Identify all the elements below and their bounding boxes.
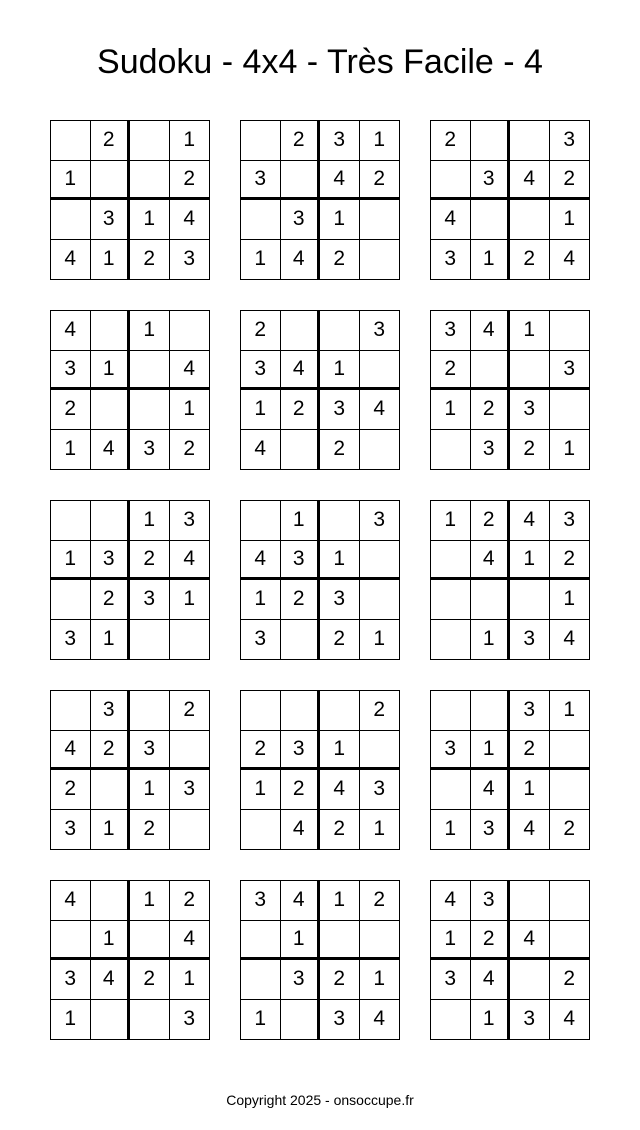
sudoku-cell: 4 [281,351,321,391]
sudoku-cell [241,810,281,850]
sudoku-cell: 3 [241,161,281,201]
sudoku-cell: 2 [51,390,91,430]
sudoku-cell: 2 [130,541,170,581]
sudoku-cell [51,501,91,541]
sudoku-cell [130,351,170,391]
sudoku-puzzle-12 [430,690,590,850]
sudoku-cell [281,1000,321,1040]
sudoku-cell: 1 [51,161,91,201]
sudoku-cell [431,541,471,581]
sudoku-cell: 3 [241,881,281,921]
sudoku-puzzle-5 [240,310,400,470]
sudoku-cell: 1 [510,541,550,581]
sudoku-cell: 2 [360,881,400,921]
sudoku-cell: 2 [320,810,360,850]
sudoku-cell [91,161,131,201]
sudoku-cell [360,200,400,240]
sudoku-cell: 1 [550,200,590,240]
sudoku-cell: 2 [320,430,360,470]
sudoku-cell: 3 [550,121,590,161]
sudoku-cell [550,311,590,351]
sudoku-cell: 3 [360,311,400,351]
sudoku-cell: 1 [281,501,321,541]
sudoku-cell: 4 [510,501,550,541]
sudoku-cell: 3 [471,881,511,921]
sudoku-cell: 1 [170,580,210,620]
sudoku-cell: 3 [130,731,170,771]
sudoku-cell: 4 [170,541,210,581]
sudoku-cell: 2 [431,351,471,391]
sudoku-puzzle-3 [430,120,590,280]
sudoku-cell [510,121,550,161]
sudoku-cell: 4 [51,240,91,280]
sudoku-cell [320,921,360,961]
sudoku-cell: 2 [91,580,131,620]
sudoku-cell: 2 [320,960,360,1000]
sudoku-cell: 2 [550,541,590,581]
sudoku-cell: 3 [510,390,550,430]
sudoku-cell [281,430,321,470]
sudoku-cell [130,390,170,430]
sudoku-cell: 4 [471,770,511,810]
sudoku-cell: 1 [471,620,511,660]
sudoku-cell: 2 [320,240,360,280]
sudoku-cell: 1 [241,240,281,280]
sudoku-cell: 3 [130,580,170,620]
sudoku-cell: 2 [170,881,210,921]
sudoku-cell: 1 [360,960,400,1000]
sudoku-puzzle-9 [430,500,590,660]
sudoku-puzzle-15 [430,880,590,1040]
sudoku-cell: 2 [183,437,196,461]
sudoku-cell: 1 [320,881,360,921]
sudoku-cell: 4 [510,921,550,961]
sudoku-cell [510,881,550,921]
sudoku-cell [360,541,400,581]
sudoku-puzzle-11 [240,690,400,850]
page-title: Sudoku - 4x4 - Très Facile - 4 [97,43,543,81]
sudoku-cell [550,921,590,961]
sudoku-cell [360,580,400,620]
sudoku-cell: 1 [130,501,170,541]
sudoku-cell: 2 [281,580,321,620]
sudoku-cell: 3 [360,501,400,541]
sudoku-cell [550,770,590,810]
sudoku-cell: 4 [51,731,91,771]
sudoku-cell: 1 [130,200,170,240]
sudoku-cell: 4 [563,1007,576,1031]
sudoku-cell: 1 [360,121,400,161]
sudoku-cell: 1 [91,351,131,391]
sudoku-cell [91,311,131,351]
sudoku-cell: 2 [281,770,321,810]
sudoku-cell: 3 [241,351,281,391]
sudoku-cell: 1 [320,541,360,581]
sudoku-cell: 3 [91,691,131,731]
sudoku-cell: 1 [241,770,281,810]
sudoku-cell [241,960,281,1000]
sudoku-cell: 1 [241,390,281,430]
sudoku-cell: 3 [510,691,550,731]
sudoku-cell [360,351,400,391]
sudoku-cell [241,921,281,961]
sudoku-cell: 4 [510,810,550,850]
sudoku-cell: 1 [130,311,170,351]
sudoku-cell: 3 [281,541,321,581]
sudoku-cell: 3 [91,541,131,581]
sudoku-cell: 4 [320,770,360,810]
sudoku-cell: 1 [130,881,170,921]
sudoku-cell [550,731,590,771]
sudoku-cell [360,240,400,280]
sudoku-cell [130,620,170,660]
sudoku-cell: 2 [170,691,210,731]
sudoku-cell: 1 [431,921,471,961]
sudoku-cell: 2 [91,121,131,161]
sudoku-cell [510,960,550,1000]
sudoku-cell: 3 [241,620,281,660]
sudoku-cell: 3 [130,430,170,470]
sudoku-cell [170,810,210,850]
sudoku-cell: 1 [320,731,360,771]
sudoku-cell [51,580,91,620]
sudoku-puzzle-13 [50,880,210,1040]
sudoku-cell [91,501,131,541]
sudoku-cell: 3 [91,200,131,240]
sudoku-cell: 1 [320,351,360,391]
sudoku-cell: 3 [51,810,91,850]
sudoku-cell: 3 [431,311,471,351]
sudoku-cell [51,691,91,731]
sudoku-cell [320,311,360,351]
sudoku-cell: 4 [510,161,550,201]
sudoku-cell [510,200,550,240]
sudoku-cell: 4 [563,627,576,651]
sudoku-cell: 3 [281,731,321,771]
sudoku-cell: 3 [51,620,91,660]
sudoku-cell: 1 [91,810,131,850]
sudoku-cell: 2 [360,691,400,731]
sudoku-cell: 2 [510,731,550,771]
sudoku-cell: 4 [431,881,471,921]
sudoku-cell: 1 [510,311,550,351]
sudoku-cell: 1 [563,437,576,461]
sudoku-cell [241,501,281,541]
sudoku-cell [170,731,210,771]
sudoku-cell: 2 [51,770,91,810]
sudoku-cell: 4 [170,200,210,240]
sudoku-cell: 2 [281,121,321,161]
sudoku-cell: 4 [563,247,576,271]
sudoku-cell [510,351,550,391]
sudoku-cell: 4 [241,541,281,581]
sudoku-cell: 4 [281,881,321,921]
sudoku-cell: 1 [241,1000,281,1040]
sudoku-cell [360,921,400,961]
sudoku-puzzle-10 [50,690,210,850]
sudoku-cell: 4 [91,430,131,470]
sudoku-cell: 2 [563,817,576,841]
sudoku-cell [471,121,511,161]
sudoku-cell [281,691,321,731]
sudoku-cell: 2 [241,311,281,351]
sudoku-cell: 4 [51,881,91,921]
sudoku-cell: 1 [241,580,281,620]
sudoku-cell: 1 [510,770,550,810]
sudoku-cell: 3 [170,501,210,541]
sudoku-cell: 3 [510,1000,550,1040]
sudoku-cell: 2 [471,501,511,541]
sudoku-cell [431,770,471,810]
sudoku-puzzle-2 [240,120,400,280]
sudoku-cell [471,691,511,731]
sudoku-cell: 3 [320,1000,360,1040]
copyright-footer: Copyright 2025 - onsoccupe.fr [226,1092,414,1108]
sudoku-cell: 3 [51,960,91,1000]
sudoku-cell: 2 [471,921,511,961]
sudoku-cell: 4 [471,960,511,1000]
sudoku-cell: 1 [373,817,386,841]
sudoku-cell: 3 [170,770,210,810]
sudoku-cell: 1 [170,960,210,1000]
sudoku-cell: 1 [550,691,590,731]
sudoku-cell: 3 [471,430,511,470]
sudoku-cell [510,580,550,620]
sudoku-cell [471,200,511,240]
sudoku-cell [241,691,281,731]
sudoku-cell [550,390,590,430]
sudoku-cell: 1 [51,430,91,470]
sudoku-cell: 3 [281,960,321,1000]
sudoku-cell [281,620,321,660]
sudoku-puzzle-14 [240,880,400,1040]
sudoku-cell [241,200,281,240]
sudoku-cell: 3 [320,580,360,620]
sudoku-cell: 1 [431,390,471,430]
sudoku-cell [281,311,321,351]
sudoku-cell [91,1000,131,1040]
sudoku-cell [130,121,170,161]
sudoku-cell: 1 [281,921,321,961]
sudoku-cell [241,121,281,161]
sudoku-cell: 1 [320,200,360,240]
sudoku-cell [281,161,321,201]
sudoku-cell: 3 [51,351,91,391]
sudoku-cell: 3 [471,810,511,850]
sudoku-cell: 4 [281,810,321,850]
sudoku-puzzle-1 [50,120,210,280]
sudoku-cell: 4 [241,430,281,470]
sudoku-cell: 2 [91,731,131,771]
sudoku-cell: 4 [431,200,471,240]
sudoku-cell: 2 [510,240,550,280]
sudoku-cell: 2 [130,240,170,280]
sudoku-cell [130,1000,170,1040]
sudoku-cell: 1 [431,810,471,850]
sudoku-cell: 1 [471,731,511,771]
sudoku-cell [91,770,131,810]
sudoku-cell [170,620,210,660]
sudoku-cell: 1 [130,770,170,810]
sudoku-cell: 2 [130,960,170,1000]
sudoku-cell: 3 [550,501,590,541]
sudoku-cell: 2 [320,620,360,660]
sudoku-cell: 1 [51,1000,91,1040]
sudoku-cell: 2 [550,161,590,201]
sudoku-cell [320,501,360,541]
sudoku-puzzle-4 [50,310,210,470]
sudoku-cell [91,881,131,921]
sudoku-cell: 1 [170,121,210,161]
sudoku-cell: 1 [51,541,91,581]
sudoku-cell [471,351,511,391]
sudoku-cell: 1 [91,620,131,660]
sudoku-cell [360,430,400,470]
sudoku-cell: 3 [431,960,471,1000]
sudoku-puzzle-6 [430,310,590,470]
sudoku-puzzle-7 [50,500,210,660]
sudoku-cell: 4 [471,311,511,351]
sudoku-cell: 3 [281,200,321,240]
sudoku-cell: 4 [51,311,91,351]
sudoku-cell: 2 [431,121,471,161]
sudoku-cell: 2 [130,810,170,850]
sudoku-cell: 4 [170,351,210,391]
sudoku-cell [431,430,471,470]
sudoku-cell [431,691,471,731]
sudoku-cell: 1 [550,580,590,620]
sudoku-cell [91,390,131,430]
sudoku-cell: 1 [471,1000,511,1040]
sudoku-cell: 2 [360,161,400,201]
sudoku-cell: 4 [91,960,131,1000]
sudoku-cell: 1 [91,921,131,961]
sudoku-cell [431,580,471,620]
sudoku-cell: 2 [510,430,550,470]
sudoku-cell: 3 [510,620,550,660]
sudoku-cell: 3 [431,240,471,280]
sudoku-cell: 3 [183,247,196,271]
sudoku-cell: 3 [431,731,471,771]
sudoku-cell: 3 [550,351,590,391]
sudoku-cell: 2 [550,960,590,1000]
sudoku-cell [431,161,471,201]
sudoku-cell: 4 [320,161,360,201]
sudoku-cell [550,881,590,921]
sudoku-cell [170,311,210,351]
sudoku-cell: 4 [373,1007,386,1031]
sudoku-cell: 4 [471,541,511,581]
sudoku-cell: 4 [281,240,321,280]
sudoku-cell: 1 [373,627,386,651]
sudoku-cell [130,691,170,731]
sudoku-cell: 3 [471,161,511,201]
sudoku-cell: 3 [320,390,360,430]
sudoku-cell: 1 [431,501,471,541]
sudoku-cell: 3 [360,770,400,810]
sudoku-cell [471,580,511,620]
sudoku-cell: 1 [91,240,131,280]
sudoku-cell [431,620,471,660]
sudoku-cell: 3 [183,1007,196,1031]
sudoku-cell [360,731,400,771]
sudoku-cell: 1 [170,390,210,430]
sudoku-cell [130,161,170,201]
sudoku-cell [51,200,91,240]
sudoku-cell: 4 [360,390,400,430]
sudoku-cell [130,921,170,961]
sudoku-cell [320,691,360,731]
sudoku-cell: 3 [320,121,360,161]
sudoku-cell: 2 [241,731,281,771]
sudoku-cell [51,921,91,961]
sudoku-cell [431,1000,471,1040]
sudoku-cell: 2 [471,390,511,430]
sudoku-puzzle-8 [240,500,400,660]
sudoku-cell [51,121,91,161]
sudoku-cell: 2 [170,161,210,201]
sudoku-cell: 4 [170,921,210,961]
sudoku-cell: 1 [471,240,511,280]
sudoku-cell: 2 [281,390,321,430]
